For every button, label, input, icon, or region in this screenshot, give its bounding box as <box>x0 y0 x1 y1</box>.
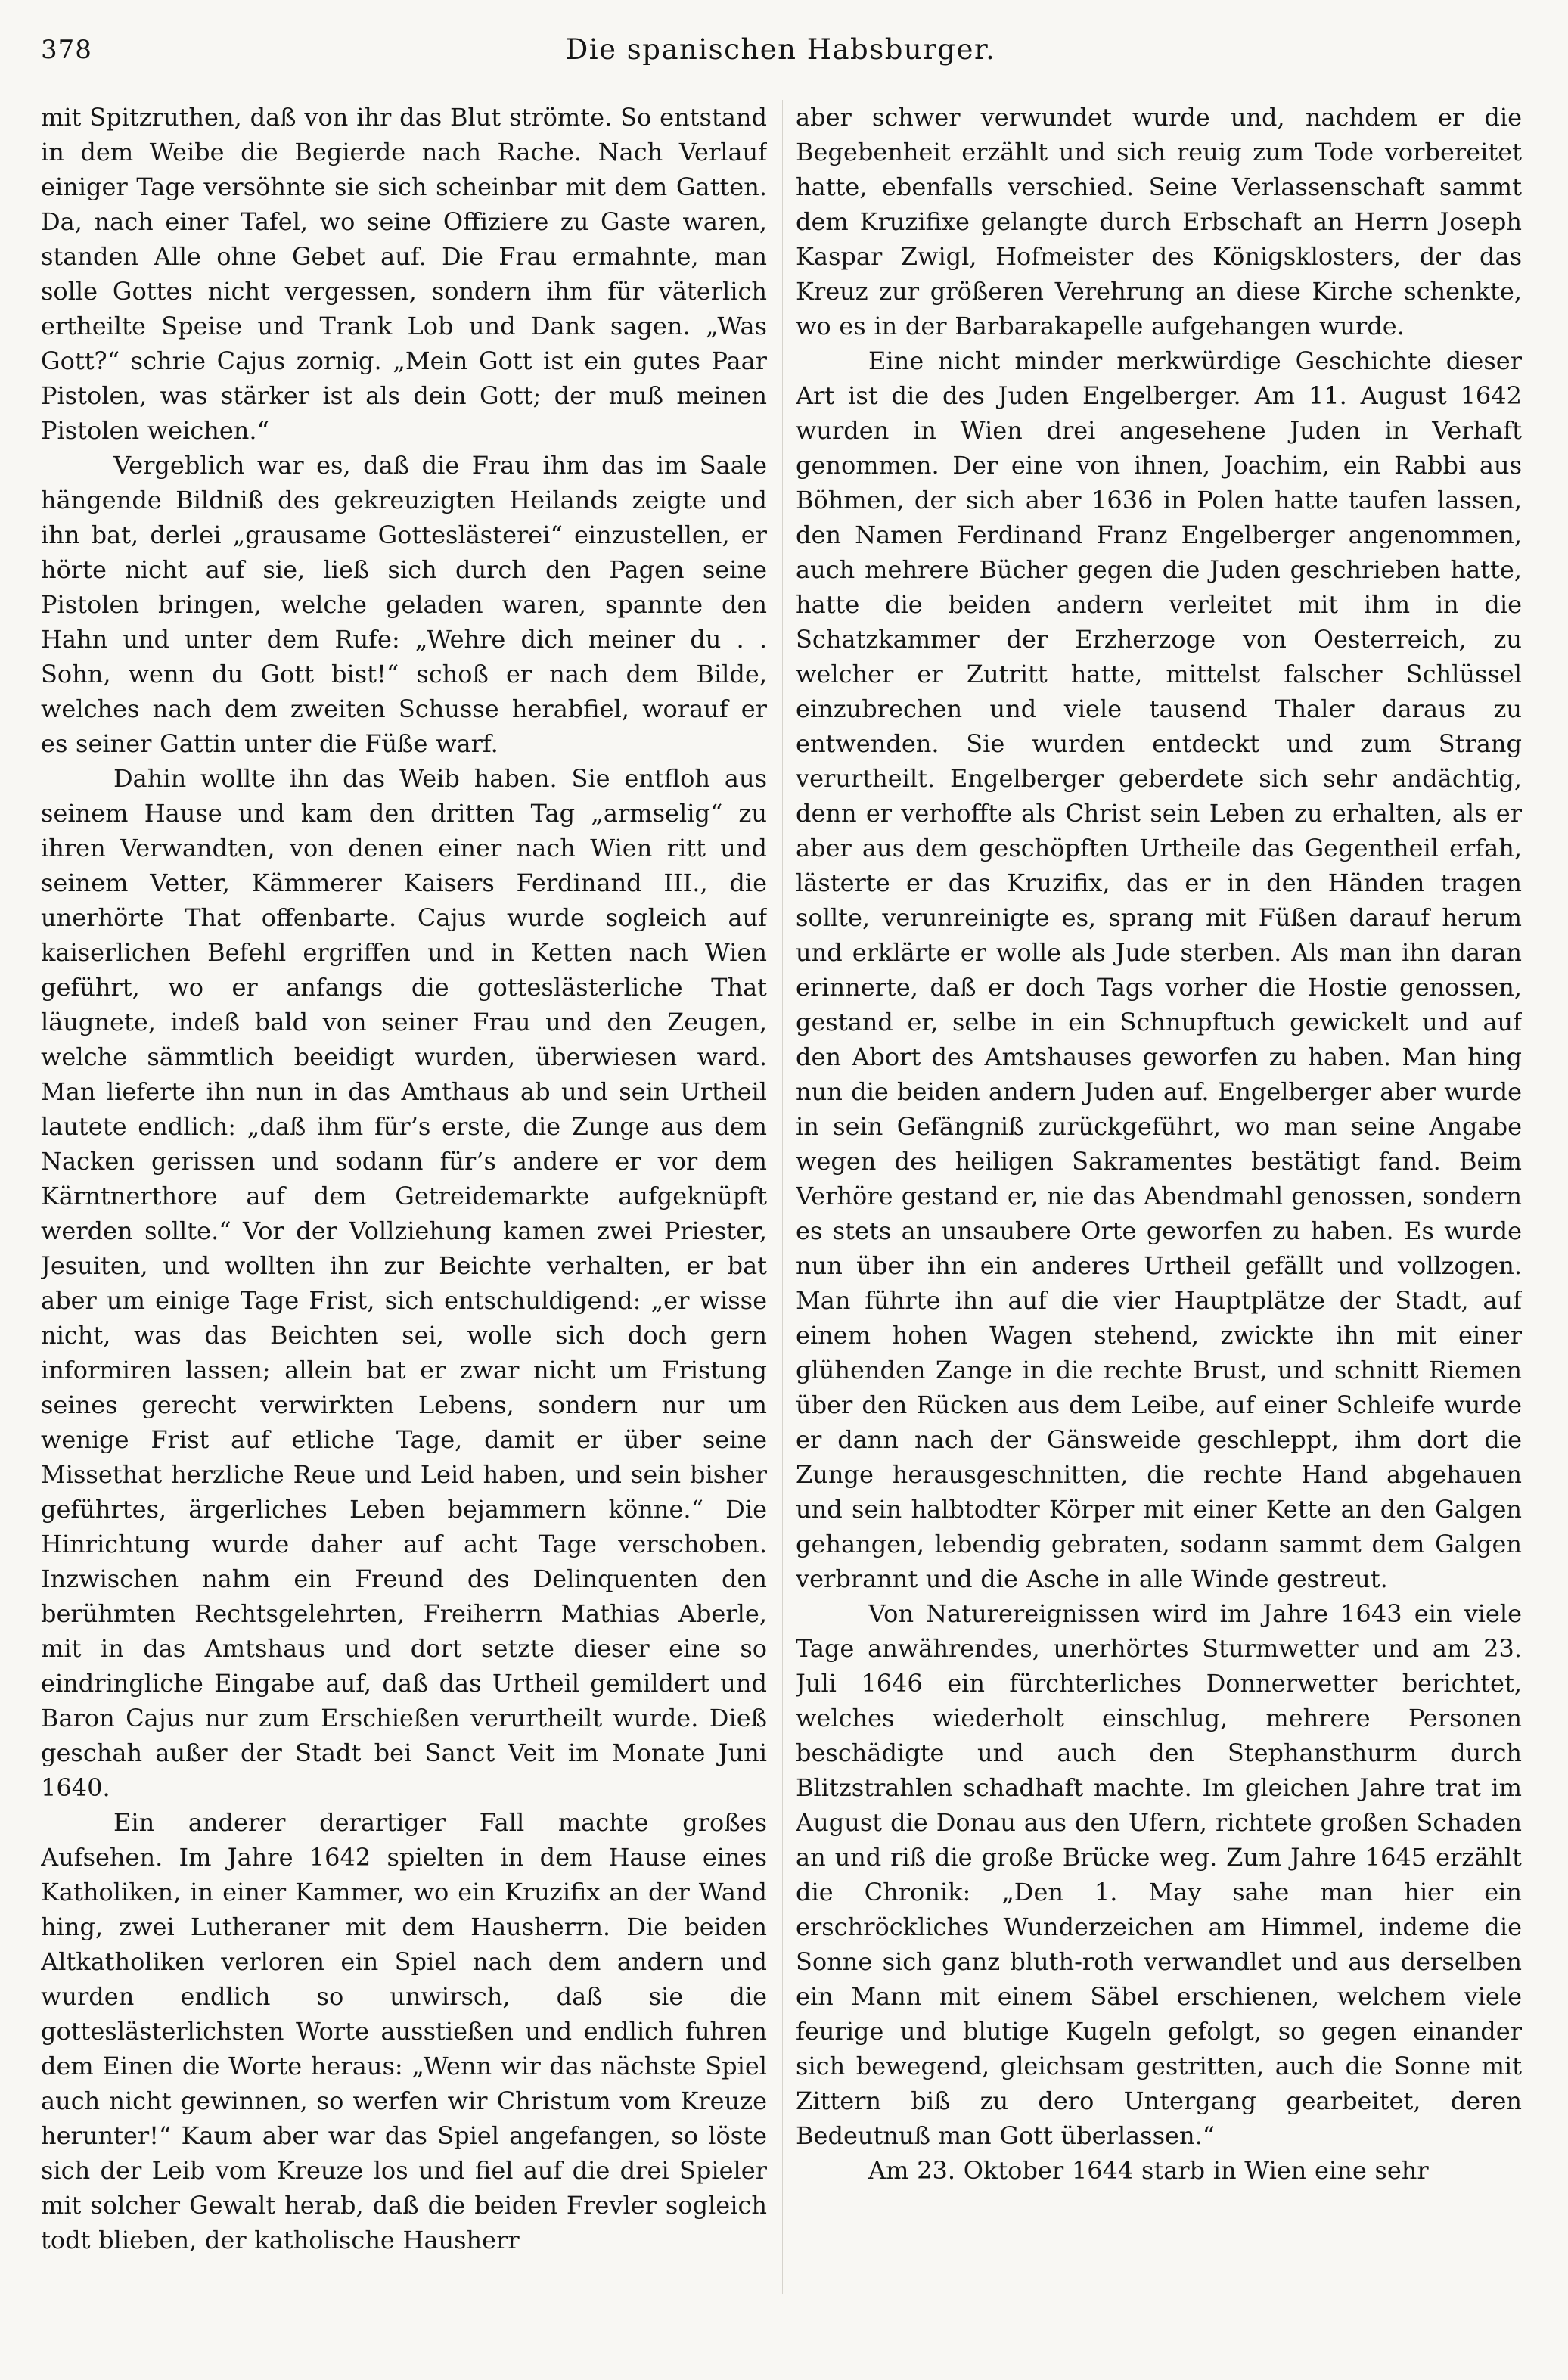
paragraph: aber schwer verwundet wurde und, nachdem er die Begebenheit erzählt und sich reuig zum Tode vorbereitet hatte, ebenfalls verschied. Seine Verlassenschaft sammt dem Kruzifixe gelangte durch Erbschaft an Herrn Joseph Kaspar Zwigl, Hofmeister des Königsklosters, der das Kreuz zur größeren Verehrung an diese Kirche schenkte, wo es in der Barbarakapelle aufgehangen wurde. <box>796 103 1522 340</box>
column-separator <box>782 100 783 2294</box>
running-title: Die spanischen Habsburger. <box>565 33 996 66</box>
page-header <box>41 29 1520 74</box>
paragraph: mit Spitzruthen, daß von ihr das Blut strömte. So entstand in dem Weibe die Begierde nach Rache. Nach Verlauf einiger Tage versöhnte sie sich scheinbar mit dem Gatten. Da, nach einer Tafel, wo seine Offiziere zu Gaste waren, standen Alle ohne Gebet auf. Die Frau ermahnte, man solle Gottes nicht vergessen, sondern ihm für väterlich ertheilte Speise und Trank Lob und Dank sagen. „Was Gott?“ schrie Cajus zornig. „Mein Gott ist ein gutes Paar Pistolen, was stärker ist als dein Gott; der muß meinen Pistolen weichen.“ <box>41 103 767 445</box>
paragraph: Vergeblich war es, daß die Frau ihm das im Saale hängende Bildniß des gekreuzigten Heilands zeigte und ihn bat, derlei „grausame Gotteslästerei“ einzustellen, er hörte nicht auf sie, ließ sich durch den Pagen seine Pistolen bringen, welche geladen waren, spannte den Hahn und unter dem Rufe: „Wehre dich meiner du . . Sohn, wenn du Gott bist!“ schoß er nach dem Bilde, welches nach dem zweiten Schusse herabfiel, worauf er es seiner Gattin unter die Füße warf. <box>41 451 767 758</box>
paragraph: Am 23. Oktober 1644 starb in Wien eine sehr <box>868 2156 1429 2185</box>
paragraph: Ein anderer derartiger Fall machte großes Aufsehen. Im Jahre 1642 spielten in dem Hause eines Katholiken, in einer Kammer, wo ein Kruzifix an der Wand hing, zwei Lutheraner mit dem Hausherrn. Die beiden Altkatholiken verloren ein Spiel nach dem andern und wurden endlich so unwirsch, daß sie die gotteslästerlichsten Worte ausstießen und endlich fuhren dem Einen die Worte heraus: „Wenn wir das nächste Spiel auch nicht gewinnen, so werfen wir Christum vom Kreuze herunter!“ Kaum aber war das Spiel angefangen, so löste sich der Leib vom Kreuze los und fiel auf die drei Spieler mit solcher Gewalt herab, daß die beiden Frevler sogleich todt blieben, der katholische Hausherr <box>41 1808 767 2254</box>
page-number: 378 <box>41 35 92 65</box>
paragraph: Von Naturereignissen wird im Jahre 1643 ein viele Tage anwährendes, unerhörtes Sturmwetter und am 23. Juli 1646 ein fürchterliches Donnerwetter berichtet, welches wiederholt einschlug, mehrere Personen beschädigte und auch den Stephansthurm durch Blitzstrahlen schadhaft machte. Im gleichen Jahre trat im August die Donau aus den Ufern, richtete großen Schaden an und riß die große Brücke weg. Zum Jahre 1645 erzählt die Chronik: „Den 1. May sahe man hier ein erschröckliches Wunderzeichen am Himmel, indeme die Sonne sich ganz bluth-roth verwandlet und aus derselben ein Mann mit einem Säbel erschienen, welchem viele feurige und blutige Kugeln gefolgt, so gegen einander sich bewegend, gleichsam gestritten, auch die Sonne mit Zittern biß zu dero Untergang gearbeitet, deren Bedeutnuß man Gott überlassen.“ <box>796 1599 1522 2150</box>
paragraph: Eine nicht minder merkwürdige Geschichte dieser Art ist die des Juden Engelberger. Am 11. August 1642 wurden in Wien drei angesehene Juden in Verhaft genommen. Der eine von ihnen, Joachim, ein Rabbi aus Böhmen, der sich aber 1636 in Polen hatte taufen lassen, den Namen Ferdinand Franz Engelberger angenommen, auch mehrere Bücher gegen die Juden geschrieben hatte, hatte die beiden andern verleitet mit ihm in die Schatzkammer der Erzherzoge von Oesterreich, zu welcher er Zutritt hatte, mittelst falscher Schlüssel einzubrechen und viele tausend Thaler daraus zu entwenden. Sie wurden entdeckt und zum Strang verurtheilt. Engelberger geberdete sich sehr andächtig, denn er verhoffte als Christ sein Leben zu erhalten, als er aber aus dem geschöpften Urtheile das Gegentheil erfah, lästerte er das Kruzifix, das er in den Händen tragen sollte, verunreinigte es, sprang mit Füßen darauf herum und erklärte er wolle als Jude sterben. Als man ihn daran erinnerte, daß er doch Tags vorher die Hostie genossen, gestand er, selbe in ein Schnupftuch gewickelt und auf den Abort des Amtshauses geworfen zu haben. Man hing nun die beiden andern Juden auf. Engelberger aber wurde in sein Gefängniß zurückgeführt, wo man seine Angabe wegen des heiligen Sakramentes bestätigt fand. Beim Verhöre gestand er, nie das Abendmahl genossen, sondern es stets an unsaubere Orte geworfen zu haben. Es wurde nun über ihn ein anderes Urtheil gefällt und vollzogen. Man führte ihn auf die vier Hauptplätze der Stadt, auf einem hohen Wagen stehend, zwickte ihn mit einer glühenden Zange in die rechte Brust, und schnitt Riemen über den Rücken aus dem Leibe, auf einer Schleife wurde er dann nach der Gänsweide geschleppt, ihm dort die Zunge herausgeschnitten, die rechte Hand abgehauen und sein halbtodter Körper mit einer Kette an den Galgen gehangen, lebendig gebraten, sodann sammt dem Galgen verbrannt und die Asche in alle Winde gestreut. <box>796 346 1522 1593</box>
paragraph: Dahin wollte ihn das Weib haben. Sie entfloh aus seinem Hause und kam den dritten Tag „armselig“ zu ihren Verwandten, von denen einer nach Wien ritt und seinem Vetter, Kämmerer Kaisers Ferdinand III., die unerhörte That offenbarte. Cajus wurde sogleich auf kaiserlichen Befehl ergriffen und in Ketten nach Wien geführt, wo er anfangs die gotteslästerliche That läugnete, indeß bald von seiner Frau und den Zeugen, welche sämmtlich beeidigt wurden, überwiesen ward. Man lieferte ihn nun in das Amthaus ab und sein Urtheil lautete endlich: „daß ihm für’s erste, die Zunge aus dem Nacken gerissen und sodann für’s andere er vor dem Kärntnerthore auf dem Getreidemarkte aufgeknüpft werden sollte.“ Vor der Vollziehung kamen zwei Priester, Jesuiten, und wollten ihn zur Beichte verhalten, er bat aber um einige Tage Frist, sich entschuldigend: „er wisse nicht, was das Beichten sei, wolle sich doch gern informiren lassen; allein bat er zwar nicht um Fristung seines gerecht verwirkten Lebens, sondern nur um wenige Frist auf etliche Tage, damit er über seine Missethat herzliche Reue und Leid haben, und sein bisher geführtes, ärgerliches Leben bejammern könne.“ Die Hinrichtung wurde daher auf acht Tage verschoben. Inzwischen nahm ein Freund des Delinquenten den berühmten Rechtsgelehrten, Freiherrn Mathias Aberle, mit in das Amtshaus und dort setzte dieser eine so eindringliche Eingabe auf, daß das Urtheil gemildert und Baron Cajus nur zum Erschießen verurtheilt wurde. Dieß geschah außer der Stadt bei Sanct Veit im Monate Juni 1640. <box>41 764 767 1802</box>
right-column <box>796 100 1522 2353</box>
left-column <box>41 100 767 2353</box>
